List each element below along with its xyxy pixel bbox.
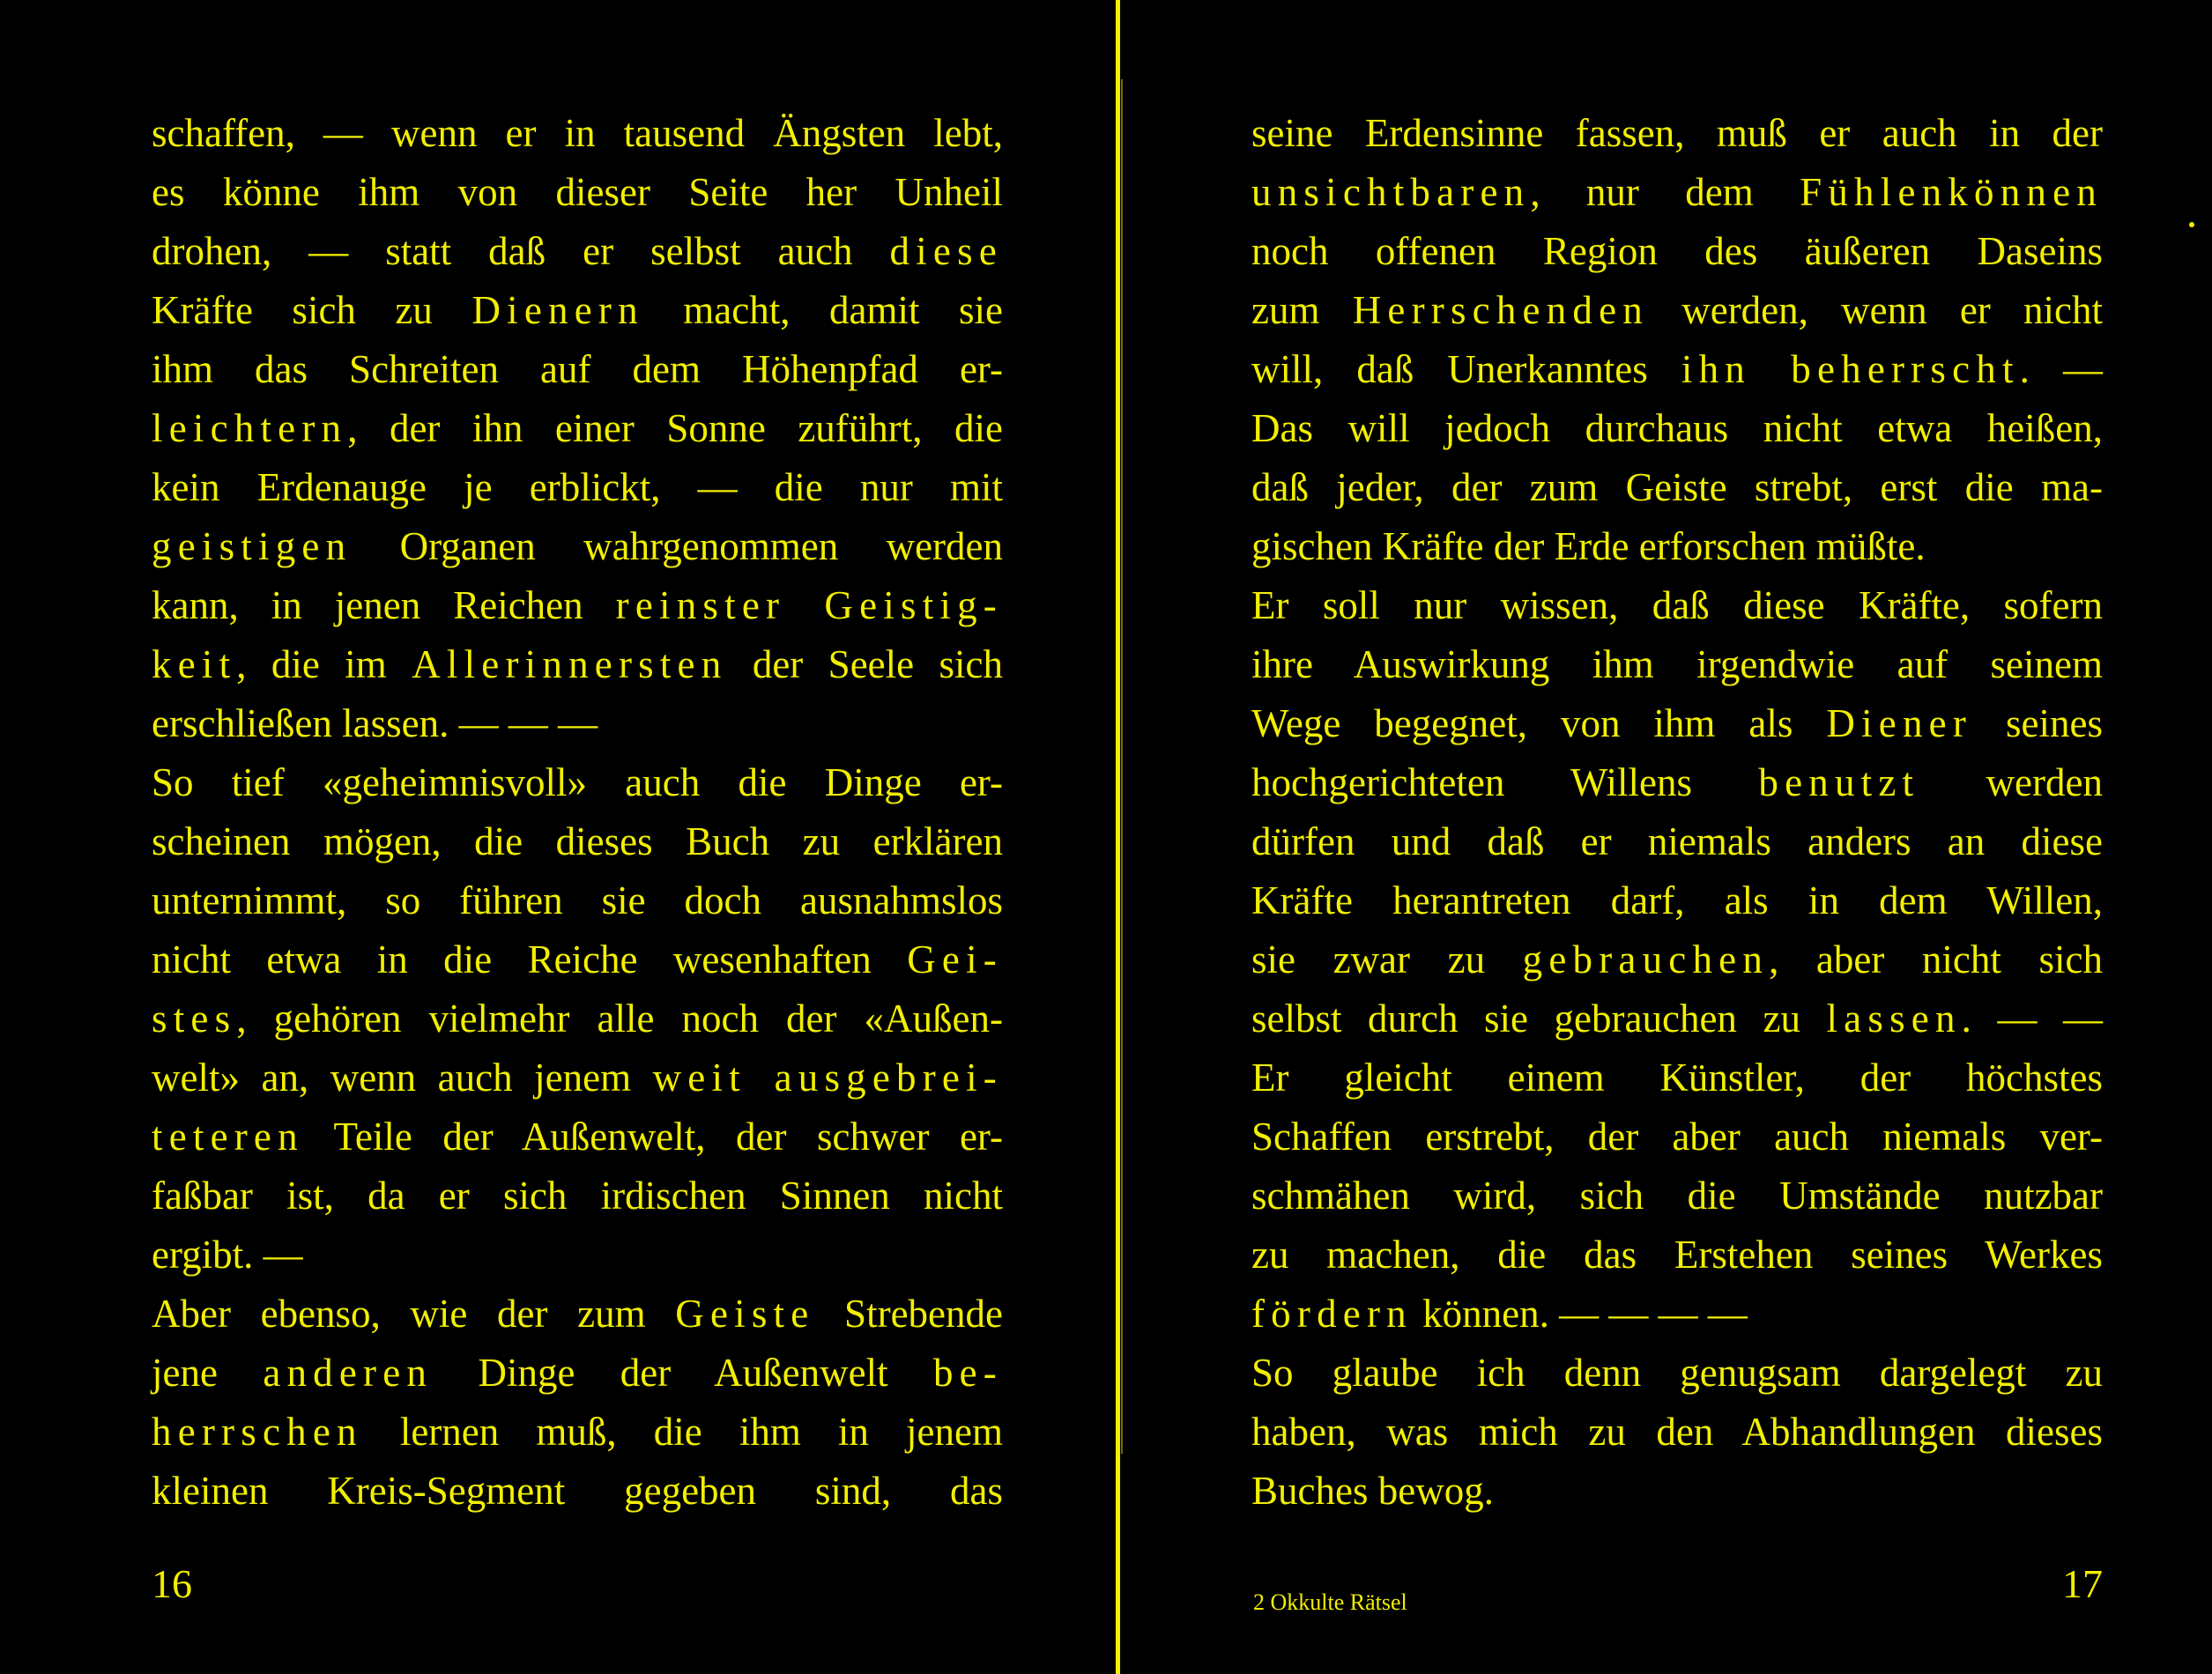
text-line [1251, 1167, 2103, 1226]
text-run: Das will jedoch durchaus nicht etwa heißen, [1251, 406, 2103, 450]
spaced-emphasis: Dienern [471, 288, 644, 332]
spaced-emphasis: gebrauchen [1522, 937, 1770, 981]
text-run: haben, was mich zu den Abhandlungen dieses [1251, 1410, 2103, 1454]
text-run: Schaffen erstrebt, der aber auch niemals ver- [1251, 1115, 2103, 1159]
spaced-emphasis: Allerinnersten [412, 642, 728, 686]
print-speck [2189, 222, 2194, 227]
text-line [1251, 458, 2103, 517]
text-line [152, 1285, 1003, 1344]
spaced-emphasis: herrschen [152, 1410, 363, 1454]
text-run: , gehören vielmehr alle noch der «Außen- [236, 996, 1003, 1041]
text-run: , die im [236, 642, 412, 686]
text-run: will, daß Unerkanntes [1251, 347, 1681, 391]
text-line [1251, 281, 2103, 340]
text-line [1251, 1285, 2103, 1344]
text-line [1251, 399, 2103, 458]
text-run: Organen wahrgenommen werden [352, 524, 1003, 568]
text-run: werden [1919, 760, 2103, 804]
left-page-text [152, 104, 1003, 1521]
spaced-emphasis: be- [932, 1351, 1003, 1395]
left-page-number: 16 [152, 1561, 192, 1606]
text-run: gischen Kräfte der Erde erforschen müßte. [1251, 524, 1926, 568]
text-line [1251, 1462, 2103, 1521]
text-run: faßbar ist, da er sich irdischen Sinnen nicht [152, 1174, 1003, 1218]
text-run: nicht etwa in die Reiche wesenhaften [152, 937, 908, 981]
text-run: , der ihn einer Sonne zuführt, die [347, 406, 1003, 450]
spaced-emphasis: reinster Geistig- [615, 583, 1003, 627]
text-line [1251, 222, 2103, 281]
text-line [152, 104, 1003, 163]
text-line [1251, 930, 2103, 989]
text-run: Dinge der Außenwelt [433, 1351, 933, 1395]
text-line [1251, 104, 2103, 163]
text-line [152, 989, 1003, 1048]
text-run: macht, damit sie [643, 288, 1003, 332]
text-run: kein Erdenauge je erblickt, — die nur mit [152, 465, 1003, 509]
text-line [1251, 1048, 2103, 1107]
text-run: Kräfte sich zu [152, 288, 472, 332]
spaced-emphasis: lassen [1826, 996, 1962, 1041]
text-run: hochgerichteten Willens [1251, 760, 1759, 804]
signature-mark: 2 Okkulte Rätsel [1253, 1589, 1407, 1615]
gutter-line [1116, 0, 1120, 1674]
text-line [152, 1048, 1003, 1107]
text-run: Er soll nur wissen, daß diese Kräfte, sofern [1251, 583, 2103, 627]
text-run: Wege begegnet, von ihm als [1251, 701, 1827, 745]
spaced-emphasis: Fühlenkönnen [1800, 170, 2103, 214]
spaced-emphasis: geistigen [152, 524, 353, 568]
gutter-shadow-line [1121, 79, 1123, 1454]
text-run: . — [2019, 347, 2103, 391]
text-line [152, 340, 1003, 399]
text-run: So tief «geheimnisvoll» auch die Dinge er- [152, 760, 1003, 804]
text-line [152, 1167, 1003, 1226]
spaced-emphasis: anderen [263, 1351, 434, 1395]
spaced-emphasis: teteren [152, 1115, 304, 1159]
text-run: dürfen und daß er niemals anders an diese [1251, 819, 2103, 863]
text-run: ihre Auswirkung ihm irgendwie auf seinem [1251, 642, 2103, 686]
text-line [1251, 576, 2103, 635]
spaced-emphasis: keit [152, 642, 237, 686]
text-run: zum [1251, 288, 1353, 332]
text-line [1251, 1226, 2103, 1285]
text-run: kann, in jenen Reichen [152, 583, 616, 627]
text-run: Buches bewog. [1251, 1469, 1494, 1513]
text-line [1251, 1107, 2103, 1167]
text-run: Er gleicht einem Künstler, der höchstes [1251, 1056, 2103, 1100]
text-run: seine Erdensinne fassen, muß er auch in der [1251, 111, 2103, 155]
spaced-emphasis: Geiste [675, 1292, 815, 1336]
spaced-emphasis: ihn beherrscht [1681, 347, 2020, 391]
text-line [1251, 1403, 2103, 1462]
text-run: unternimmt, so führen sie doch ausnahmslos [152, 878, 1003, 922]
spaced-emphasis: fördern [1251, 1292, 1413, 1336]
text-run: So glaube ich denn genugsam dargelegt zu [1251, 1351, 2103, 1395]
spaced-emphasis: benutzt [1758, 760, 1920, 804]
text-line [152, 517, 1003, 576]
right-page-number: 17 [2062, 1561, 2103, 1606]
text-line [1251, 340, 2103, 399]
text-line [152, 458, 1003, 517]
text-line [1251, 812, 2103, 871]
text-line [152, 635, 1003, 694]
spaced-emphasis: Herrschenden [1352, 288, 1649, 332]
text-line [1251, 694, 2103, 753]
text-run: selbst durch sie gebrauchen zu [1251, 996, 1827, 1041]
text-line [152, 753, 1003, 812]
text-run: , aber nicht sich [1769, 937, 2103, 981]
text-run: Teile der Außenwelt, der schwer er- [303, 1115, 1003, 1159]
spaced-emphasis: diese [889, 229, 1003, 273]
text-line [1251, 163, 2103, 222]
text-run: ergibt. — [152, 1233, 303, 1277]
text-run: , nur dem [1530, 170, 1800, 214]
text-line [152, 399, 1003, 458]
spaced-emphasis: Diener [1826, 701, 1973, 745]
book-gutter [1112, 0, 1126, 1674]
right-page-text [1251, 104, 2103, 1521]
text-run: können. — — — — [1412, 1292, 1748, 1336]
text-run: ihm das Schreiten auf dem Höhenpfad er- [152, 347, 1003, 391]
spaced-emphasis: leichtern [152, 406, 348, 450]
text-line [152, 1403, 1003, 1462]
spaced-emphasis: unsichtbaren [1251, 170, 1531, 214]
text-line [1251, 635, 2103, 694]
text-line [152, 1107, 1003, 1167]
spaced-emphasis: weit ausgebrei- [652, 1056, 1003, 1100]
text-run: scheinen mögen, die dieses Buch zu erklären [152, 819, 1003, 863]
text-run: drohen, — statt daß er selbst auch [152, 229, 890, 273]
text-run: schmähen wird, sich die Umstände nutzbar [1251, 1174, 2103, 1218]
text-line [1251, 517, 2103, 576]
text-line [1251, 989, 2103, 1048]
text-run: seines [1972, 701, 2103, 745]
text-run: es könne ihm von dieser Seite her Unheil [152, 170, 1003, 214]
text-line [152, 930, 1003, 989]
text-line [152, 222, 1003, 281]
text-run: der Seele sich [727, 642, 1003, 686]
text-line [152, 871, 1003, 930]
text-line [152, 163, 1003, 222]
text-run: . — — [1961, 996, 2103, 1041]
text-run: schaffen, — wenn er in tausend Ängsten lebt, [152, 111, 1003, 155]
text-line [1251, 871, 2103, 930]
text-run: Kräfte herantreten darf, als in dem Willen, [1251, 878, 2103, 922]
spaced-emphasis: Gei- [907, 937, 1003, 981]
text-run: jene [152, 1351, 264, 1395]
text-run: Strebende [814, 1292, 1003, 1336]
text-line [1251, 753, 2103, 812]
text-run: daß jeder, der zum Geiste strebt, erst die ma- [1251, 465, 2103, 509]
text-run: zu machen, die das Erstehen seines Werkes [1251, 1233, 2103, 1277]
text-line [152, 1462, 1003, 1521]
text-run: erschließen lassen. — — — [152, 701, 598, 745]
text-run: noch offenen Region des äußeren Daseins [1251, 229, 2103, 273]
text-run: Aber ebenso, wie der zum [152, 1292, 676, 1336]
text-line [152, 281, 1003, 340]
text-run: werden, wenn er nicht [1649, 288, 2103, 332]
text-line [152, 694, 1003, 753]
text-line [152, 1226, 1003, 1285]
text-run: welt» an, wenn auch jenem [152, 1056, 653, 1100]
text-run: kleinen Kreis-Segment gegeben sind, das [152, 1469, 1003, 1513]
text-line [152, 576, 1003, 635]
text-run: sie zwar zu [1251, 937, 1523, 981]
text-run: lernen muß, die ihm in jenem [362, 1410, 1003, 1454]
text-line [152, 812, 1003, 871]
text-line [1251, 1344, 2103, 1403]
spaced-emphasis: stes [152, 996, 237, 1041]
text-line [152, 1344, 1003, 1403]
